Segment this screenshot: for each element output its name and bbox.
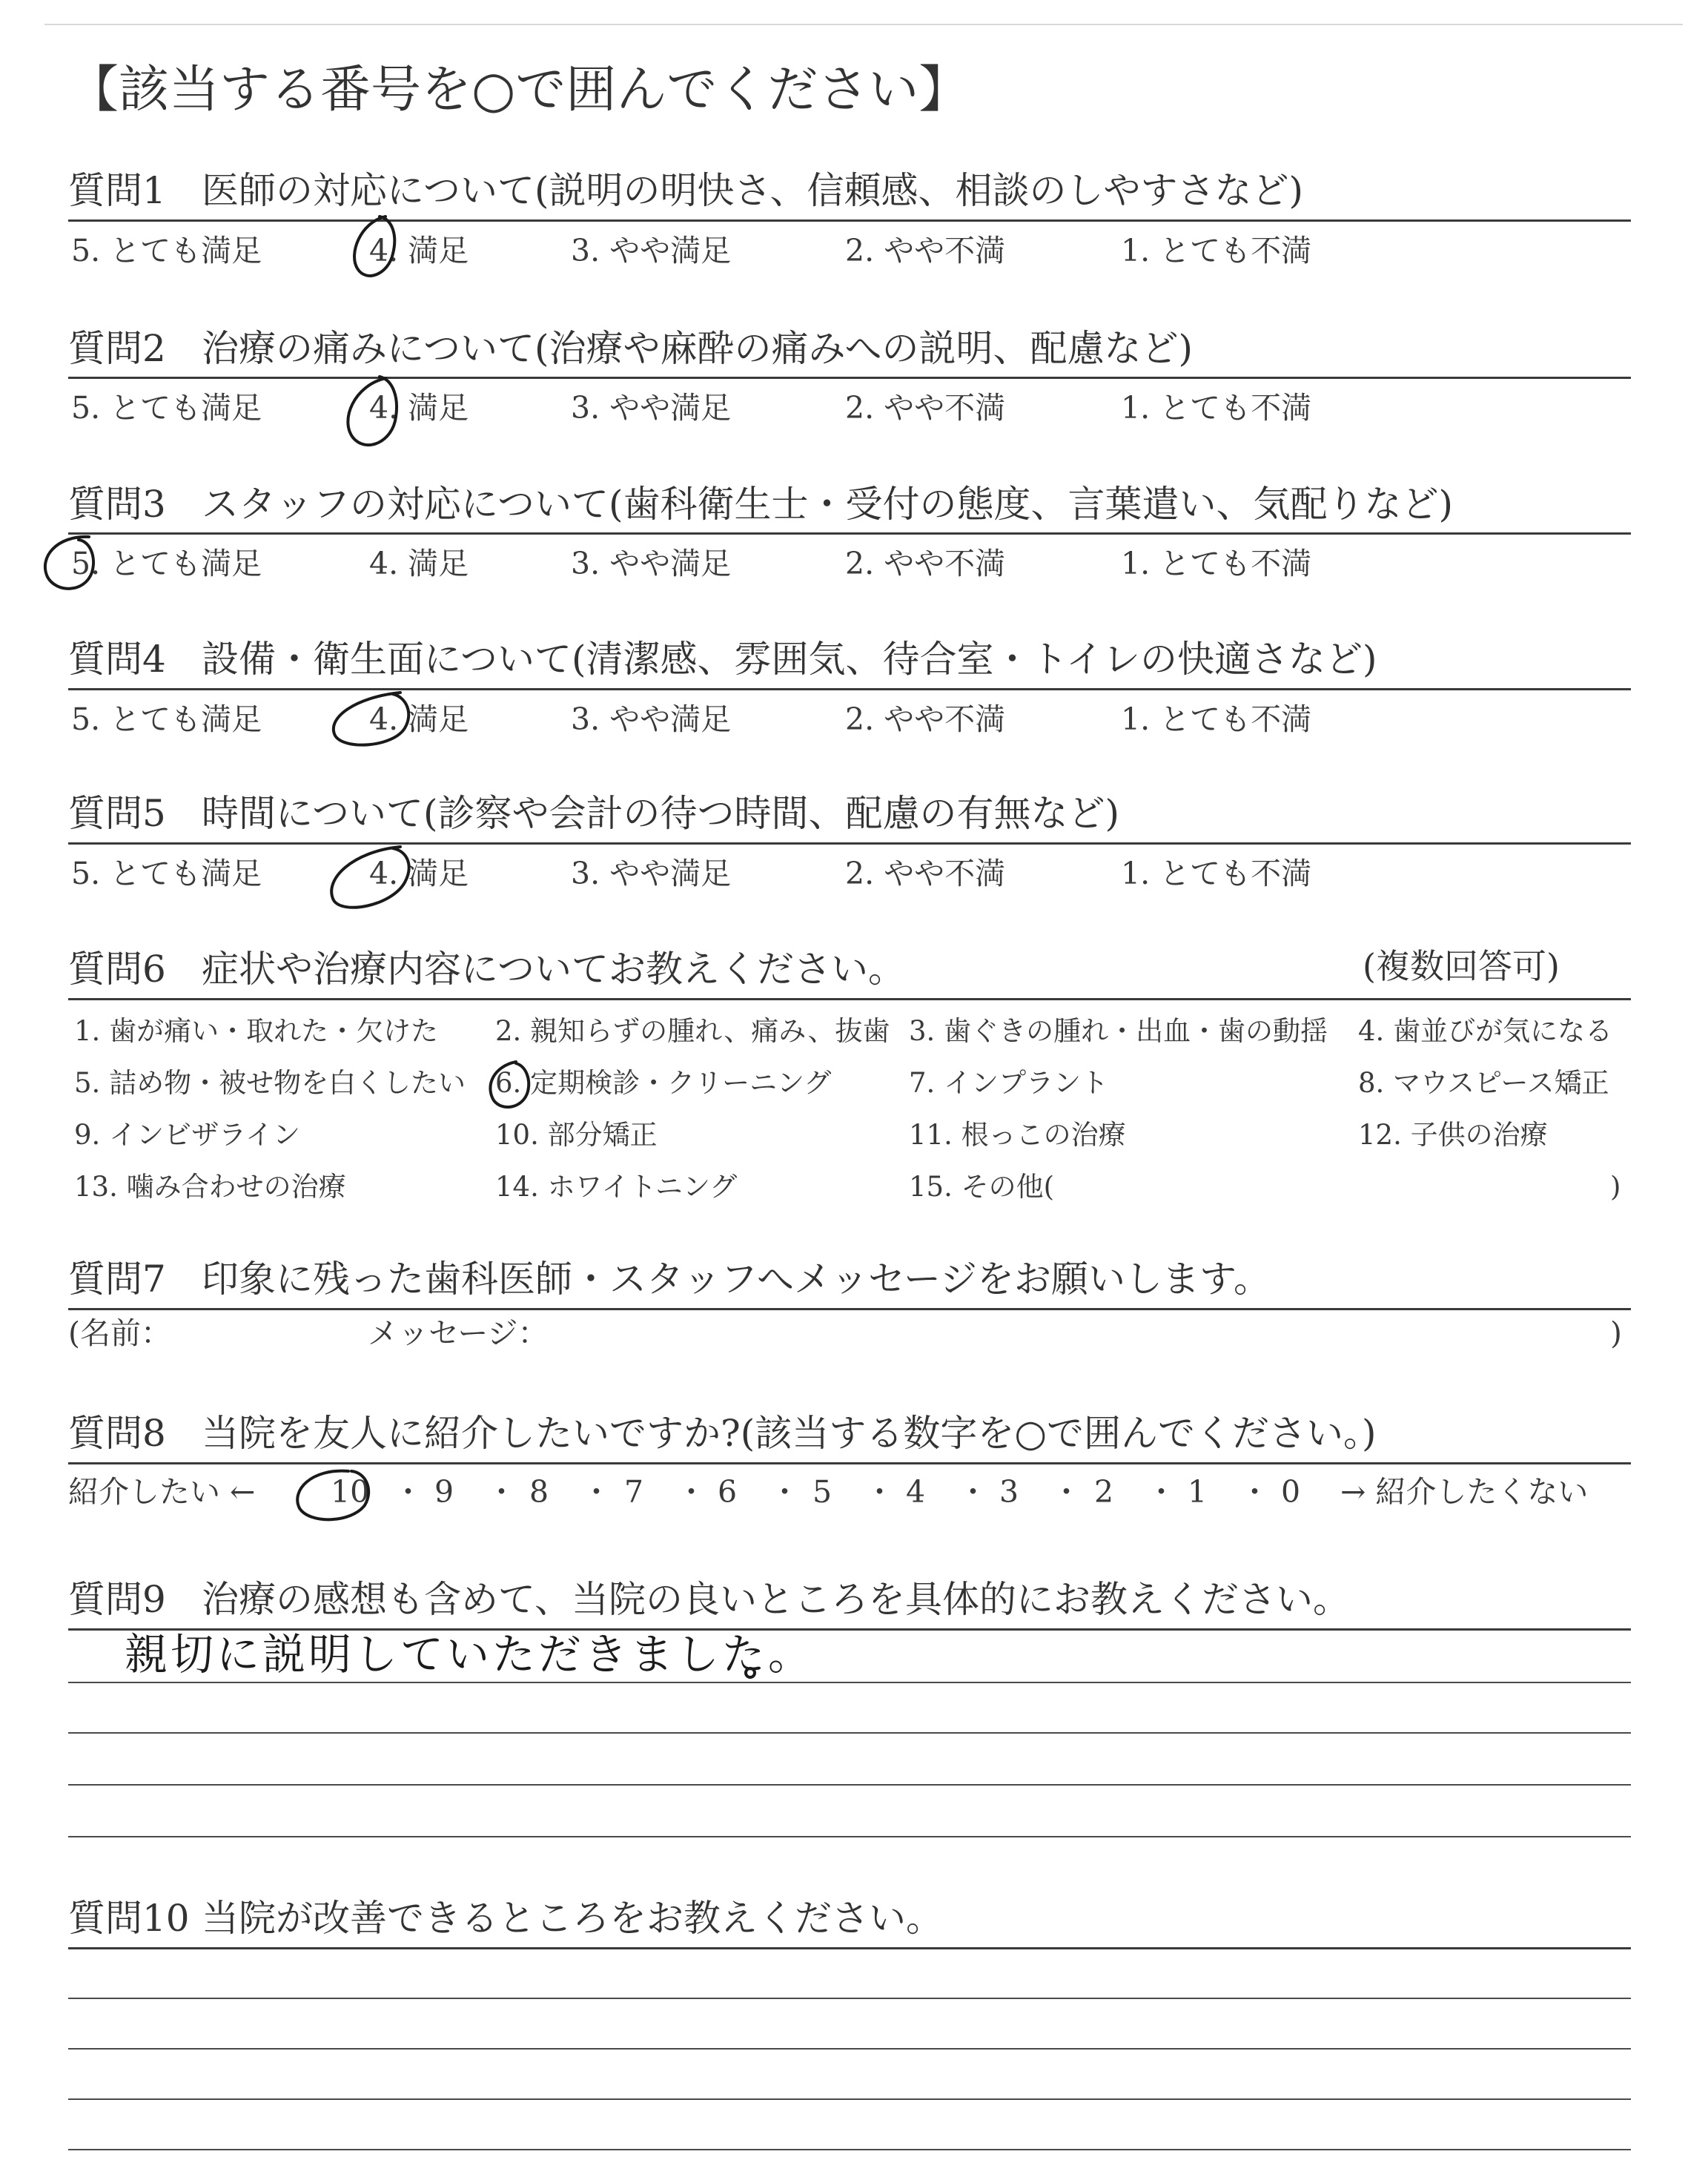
question-2-number: 質問2 <box>68 327 166 370</box>
symptom-option-15[interactable]: 15. その他( <box>909 1171 1055 1203</box>
scale-8[interactable]: 8 <box>529 1474 549 1510</box>
symptom-option-8[interactable]: 8. マウスピース矯正 <box>1358 1067 1609 1099</box>
scale-0[interactable]: 0 <box>1281 1474 1301 1510</box>
scale-left-label: 紹介したい ← <box>68 1474 256 1510</box>
q4-option-1[interactable]: 1. とても不満 <box>1121 701 1312 737</box>
scale-dot: ・ <box>486 1474 517 1510</box>
q5-option-2[interactable]: 2. やや不満 <box>845 856 1006 891</box>
scale-dot: ・ <box>769 1474 800 1510</box>
symptom-option-9[interactable]: 9. インビザライン <box>74 1119 300 1151</box>
question-10-heading <box>68 1897 943 1940</box>
scale-3[interactable]: 3 <box>999 1474 1019 1510</box>
form-title: 【該当する番号を○で囲んでください】 <box>68 61 970 119</box>
message-close: ) <box>1610 1315 1622 1351</box>
symptom-option-11[interactable]: 11. 根っこの治療 <box>909 1119 1126 1151</box>
symptom-option-2[interactable]: 2. 親知らずの腫れ、痛み、抜歯 <box>495 1015 890 1047</box>
q2-option-3[interactable]: 3. やや満足 <box>571 390 732 426</box>
q3-option-1[interactable]: 1. とても不満 <box>1121 546 1312 581</box>
scale-dot: ・ <box>958 1474 988 1510</box>
scale-7[interactable]: 7 <box>624 1474 644 1510</box>
scale-dot: ・ <box>1239 1474 1270 1510</box>
question-4-text: 設備・衛生面について(清潔感、雰囲気、待合室・トイレの快適さなど) <box>202 638 1377 681</box>
recommend-scale <box>68 1474 1625 1514</box>
scale-10[interactable]: 10 <box>331 1474 370 1510</box>
top-divider <box>44 24 1683 25</box>
scale-dot: ・ <box>676 1474 706 1510</box>
q5-option-5[interactable]: 5. とても満足 <box>71 856 262 891</box>
question-9-text: 治療の感想も含めて、当院の良いところを具体的にお教えください。 <box>202 1578 1350 1621</box>
scale-right-label: → 紹介したくない <box>1340 1474 1589 1510</box>
q5-option-1[interactable]: 1. とても不満 <box>1121 856 1312 891</box>
symptom-option-10[interactable]: 10. 部分矯正 <box>495 1119 658 1151</box>
symptom-other-close: ) <box>1610 1171 1621 1203</box>
question-2-heading <box>68 327 1194 370</box>
q1-option-2[interactable]: 2. やや不満 <box>845 233 1006 268</box>
symptom-option-3[interactable]: 3. 歯ぐきの腫れ・出血・歯の動揺 <box>909 1015 1328 1047</box>
answer-line <box>68 1836 1631 1837</box>
q4-option-4[interactable]: 4. 満足 <box>369 701 469 737</box>
question-8-number: 質問8 <box>68 1412 166 1455</box>
q3-option-3[interactable]: 3. やや満足 <box>571 546 732 581</box>
question-1-rule <box>68 219 1631 222</box>
q3-option-4[interactable]: 4. 満足 <box>369 546 469 581</box>
scale-dot: ・ <box>581 1474 612 1510</box>
answer-line <box>68 2048 1631 2050</box>
question-8-rule <box>68 1462 1631 1464</box>
symptom-option-13[interactable]: 13. 噛み合わせの治療 <box>74 1171 346 1203</box>
scale-2[interactable]: 2 <box>1094 1474 1114 1510</box>
answer-line <box>68 2098 1631 2100</box>
scale-6[interactable]: 6 <box>718 1474 738 1510</box>
question-2-rule <box>68 377 1631 379</box>
question-4-heading <box>68 638 1377 681</box>
question-8-heading <box>68 1412 1377 1455</box>
question-10-number: 質問10 <box>68 1897 190 1940</box>
scale-5[interactable]: 5 <box>812 1474 833 1510</box>
question-3-number: 質問3 <box>68 483 166 526</box>
question-5-rule <box>68 842 1631 845</box>
q1-option-5[interactable]: 5. とても満足 <box>71 233 262 268</box>
question-3-rule <box>68 532 1631 535</box>
scale-dot: ・ <box>1146 1474 1176 1510</box>
question-1-number: 質問1 <box>68 169 166 212</box>
question-6-text: 症状や治療内容についてお教えください。 <box>202 948 905 991</box>
q4-option-2[interactable]: 2. やや不満 <box>845 701 1006 737</box>
scale-dot: ・ <box>1051 1474 1082 1510</box>
symptom-option-4[interactable]: 4. 歯並びが気になる <box>1358 1015 1613 1047</box>
q2-option-4[interactable]: 4. 満足 <box>369 390 469 426</box>
question-5-heading <box>68 792 1120 835</box>
symptom-option-5[interactable]: 5. 詰め物・被せ物を白くしたい <box>74 1067 466 1099</box>
question-2-text: 治療の痛みについて(治療や麻酔の痛みへの説明、配慮など) <box>202 327 1194 370</box>
symptom-option-6[interactable]: 6. 定期検診・クリーニング <box>495 1067 832 1099</box>
multiple-answers-note: (複数回答可) <box>1363 946 1560 986</box>
q5-option-4[interactable]: 4. 満足 <box>369 856 469 891</box>
scale-4[interactable]: 4 <box>906 1474 926 1510</box>
question-6-number: 質問6 <box>68 948 166 991</box>
question-4-rule <box>68 688 1631 690</box>
scale-dot: ・ <box>864 1474 895 1510</box>
answer-line <box>68 1998 1631 1999</box>
question-10-rule <box>68 1947 1631 1949</box>
question-1-text: 医師の対応について(説明の明快さ、信頼感、相談のしやすさなど) <box>202 169 1304 212</box>
q4-option-5[interactable]: 5. とても満足 <box>71 701 262 737</box>
q1-option-3[interactable]: 3. やや満足 <box>571 233 732 268</box>
message-label: メッセージ： <box>368 1315 549 1351</box>
q3-option-2[interactable]: 2. やや不満 <box>845 546 1006 581</box>
symptom-option-1[interactable]: 1. 歯が痛い・取れた・欠けた <box>74 1015 439 1047</box>
answer-line <box>68 1784 1631 1786</box>
question-9-number: 質問9 <box>68 1578 166 1621</box>
q5-option-3[interactable]: 3. やや満足 <box>571 856 732 891</box>
symptom-option-14[interactable]: 14. ホワイトニング <box>495 1171 738 1203</box>
q3-option-5[interactable]: 5. とても満足 <box>71 546 262 581</box>
answer-line <box>68 1732 1631 1734</box>
question-3-heading <box>68 483 1454 526</box>
symptom-option-7[interactable]: 7. インプラント <box>909 1067 1109 1099</box>
scale-dot: ・ <box>393 1474 423 1510</box>
question-5-number: 質問5 <box>68 792 166 835</box>
scale-9[interactable]: 9 <box>434 1474 454 1510</box>
question-8-text: 当院を友人に紹介したいですか?(該当する数字を○で囲んでください。) <box>202 1412 1377 1455</box>
question-7-heading <box>68 1258 1271 1301</box>
q4-option-3[interactable]: 3. やや満足 <box>571 701 732 737</box>
question-9-heading <box>68 1578 1350 1621</box>
question-6-heading <box>68 948 905 991</box>
answer-line <box>68 2149 1631 2150</box>
name-label: (名前： <box>68 1315 171 1351</box>
q2-option-2[interactable]: 2. やや不満 <box>845 390 1006 426</box>
answer-line <box>68 1682 1631 1683</box>
q1-option-1[interactable]: 1. とても不満 <box>1121 233 1312 268</box>
q2-option-5[interactable]: 5. とても満足 <box>71 390 262 426</box>
handwritten-answer: 親切に説明していただきました。 <box>125 1629 815 1680</box>
q1-option-4[interactable]: 4. 満足 <box>369 233 469 268</box>
question-7-rule <box>68 1308 1631 1310</box>
symptom-option-12[interactable]: 12. 子供の治療 <box>1358 1119 1548 1151</box>
question-3-text: スタッフの対応について(歯科衛生士・受付の態度、言葉遣い、気配りなど) <box>202 483 1454 526</box>
question-6-rule <box>68 998 1631 1000</box>
question-7-number: 質問7 <box>68 1258 166 1301</box>
scale-1[interactable]: 1 <box>1188 1474 1208 1510</box>
question-5-text: 時間について(診察や会計の待つ時間、配慮の有無など) <box>202 792 1120 835</box>
question-7-text: 印象に残った歯科医師・スタッフへメッセージをお願いします。 <box>202 1258 1271 1301</box>
question-1-heading <box>68 169 1304 212</box>
q2-option-1[interactable]: 1. とても不満 <box>1121 390 1312 426</box>
question-10-text: 当院が改善できるところをお教えください。 <box>202 1897 943 1940</box>
question-4-number: 質問4 <box>68 638 166 681</box>
